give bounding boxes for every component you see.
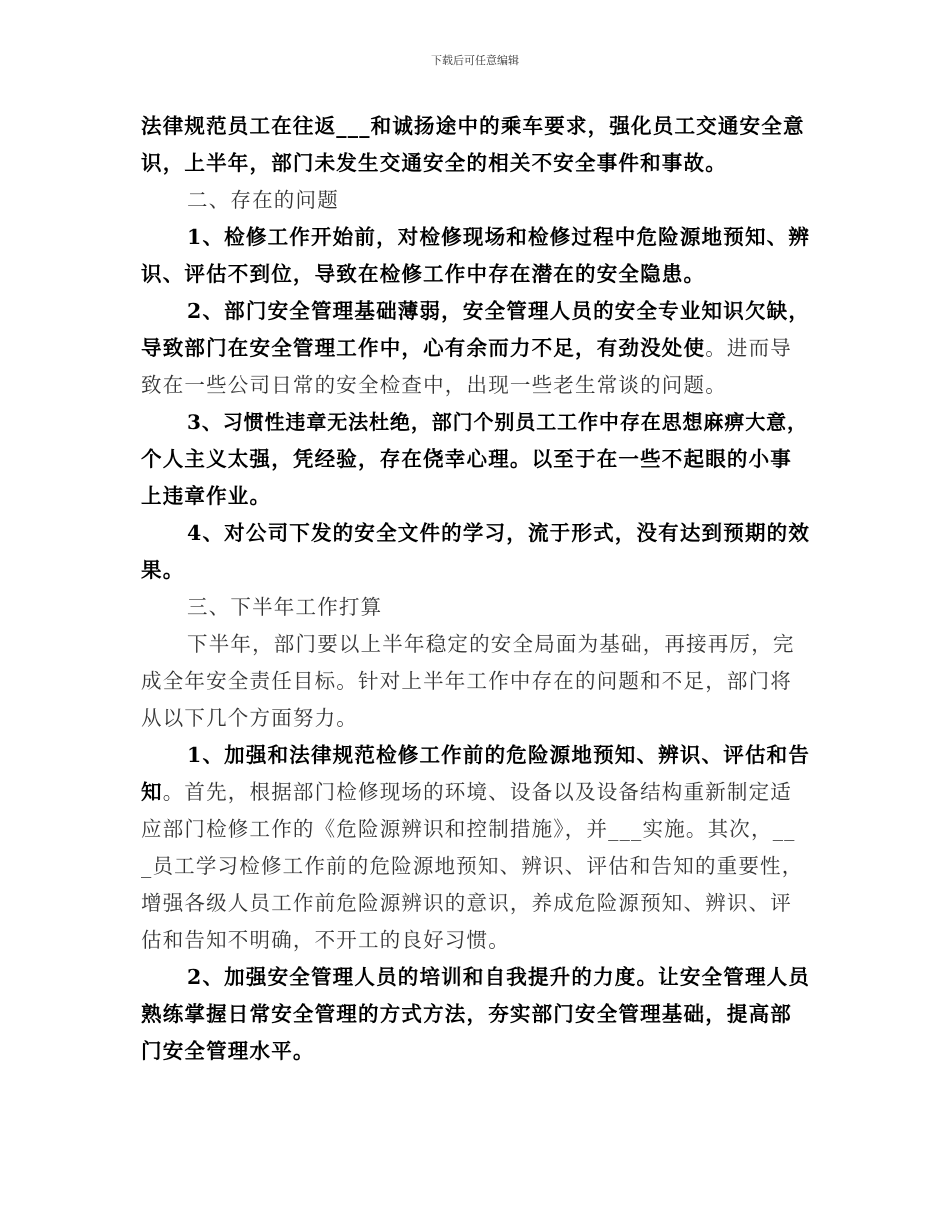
- text-line: [141, 515, 817, 552]
- text-line: [141, 700, 817, 737]
- text-span: 2、加强安全管理人员的培训和自我提升的力度。让安全管理人员: [187, 965, 811, 989]
- section-heading: [141, 589, 817, 626]
- text-span: 增强各级人员工作前危险源辨识的意识，养成危险源预知、辨识、评: [141, 891, 792, 915]
- text-span: 。首先，根据部门检修现场的环境、设备以及设备结构重新制定适: [162, 780, 793, 804]
- text-span: 应部门检修工作的《危险源辨识和控制措施》，并___实施。其次，__: [141, 817, 796, 841]
- text-span: 知: [141, 780, 163, 804]
- text-line: [141, 885, 817, 922]
- paragraph: [141, 219, 817, 293]
- text-span: 成全年安全责任目标。针对上半年工作中存在的问题和不足，部门将: [141, 669, 792, 693]
- text-span: 个人主义太强，凭经验，存在侥幸心理。以至于在一些不起眼的小事: [141, 447, 792, 471]
- text-line: [141, 404, 817, 441]
- text-span: 门安全管理水平。: [141, 1039, 315, 1063]
- text-line: [141, 256, 817, 293]
- page-header: 下载后可任意编辑: [431, 54, 519, 67]
- text-span: 导致部门在安全管理工作中，心有余而力不足，有劲没处使: [141, 336, 706, 360]
- text-line: [141, 1033, 817, 1070]
- text-line: [141, 589, 817, 626]
- text-span: 熟练掌握日常安全管理的方式方法，夯实部门安全管理基础，提高部: [141, 1002, 792, 1026]
- text-line: [141, 626, 817, 663]
- text-span: 识、评估不到位，导致在检修工作中存在潜在的安全隐患。: [141, 262, 706, 286]
- text-span: 法律规范员工在往返___和诚扬途中的乘车要求，强化员工交通安全意: [141, 114, 805, 138]
- text-line: [141, 330, 817, 367]
- text-line: [141, 848, 817, 885]
- text-line: [141, 182, 817, 219]
- text-span: 1、加强和法律规范检修工作前的危险源地预知、辨识、评估和告: [187, 743, 811, 767]
- section-heading: [141, 182, 817, 219]
- text-line: [141, 774, 817, 811]
- text-line: [141, 145, 817, 182]
- text-line: [141, 478, 817, 515]
- paragraph: [141, 737, 817, 959]
- paragraph: [141, 293, 817, 404]
- text-line: [141, 552, 817, 589]
- text-line: [141, 996, 817, 1033]
- paragraph: [141, 959, 817, 1070]
- text-line: [141, 737, 817, 774]
- text-line: [141, 108, 817, 145]
- text-span: 2、部门安全管理基础薄弱，安全管理人员的安全专业知识欠缺，: [187, 299, 811, 323]
- text-span: 1、检修工作开始前，对检修现场和检修过程中危险源地预知、辨: [187, 225, 811, 249]
- text-line: [141, 441, 817, 478]
- text-line: [141, 811, 817, 848]
- text-span: 3、习惯性违章无法杜绝，部门个别员工工作中存在思想麻痹大意，: [187, 410, 808, 434]
- text-line: [141, 293, 817, 330]
- document-body: [141, 108, 817, 1070]
- text-line: [141, 663, 817, 700]
- paragraph: [141, 626, 817, 737]
- text-span: 上违章作业。: [141, 484, 272, 508]
- text-line: [141, 219, 817, 256]
- text-line: [141, 959, 817, 996]
- text-span: 从以下几个方面努力。: [141, 706, 358, 730]
- text-span: 致在一些公司日常的安全检查中，出现一些老生常谈的问题。: [141, 373, 727, 397]
- text-span: 。进而导: [705, 336, 793, 360]
- text-span: 三、下半年工作打算: [187, 595, 383, 619]
- paragraph: [141, 515, 817, 589]
- text-span: 4、对公司下发的安全文件的学习，流于形式，没有达到预期的效: [187, 521, 811, 545]
- text-span: 估和告知不明确，不开工的良好习惯。: [141, 928, 510, 952]
- text-span: 果。: [141, 558, 185, 582]
- text-span: 下半年，部门要以上半年稳定的安全局面为基础，再接再厉，完: [187, 632, 795, 656]
- paragraph: [141, 108, 817, 182]
- text-span: _员工学习检修工作前的危险源地预知、辨识、评估和告知的重要性，: [141, 854, 804, 878]
- text-span: 二、存在的问题: [187, 188, 339, 212]
- text-line: [141, 922, 817, 959]
- text-span: 识，上半年，部门未发生交通安全的相关不安全事件和事故。: [141, 151, 727, 175]
- text-line: [141, 367, 817, 404]
- paragraph: [141, 404, 817, 515]
